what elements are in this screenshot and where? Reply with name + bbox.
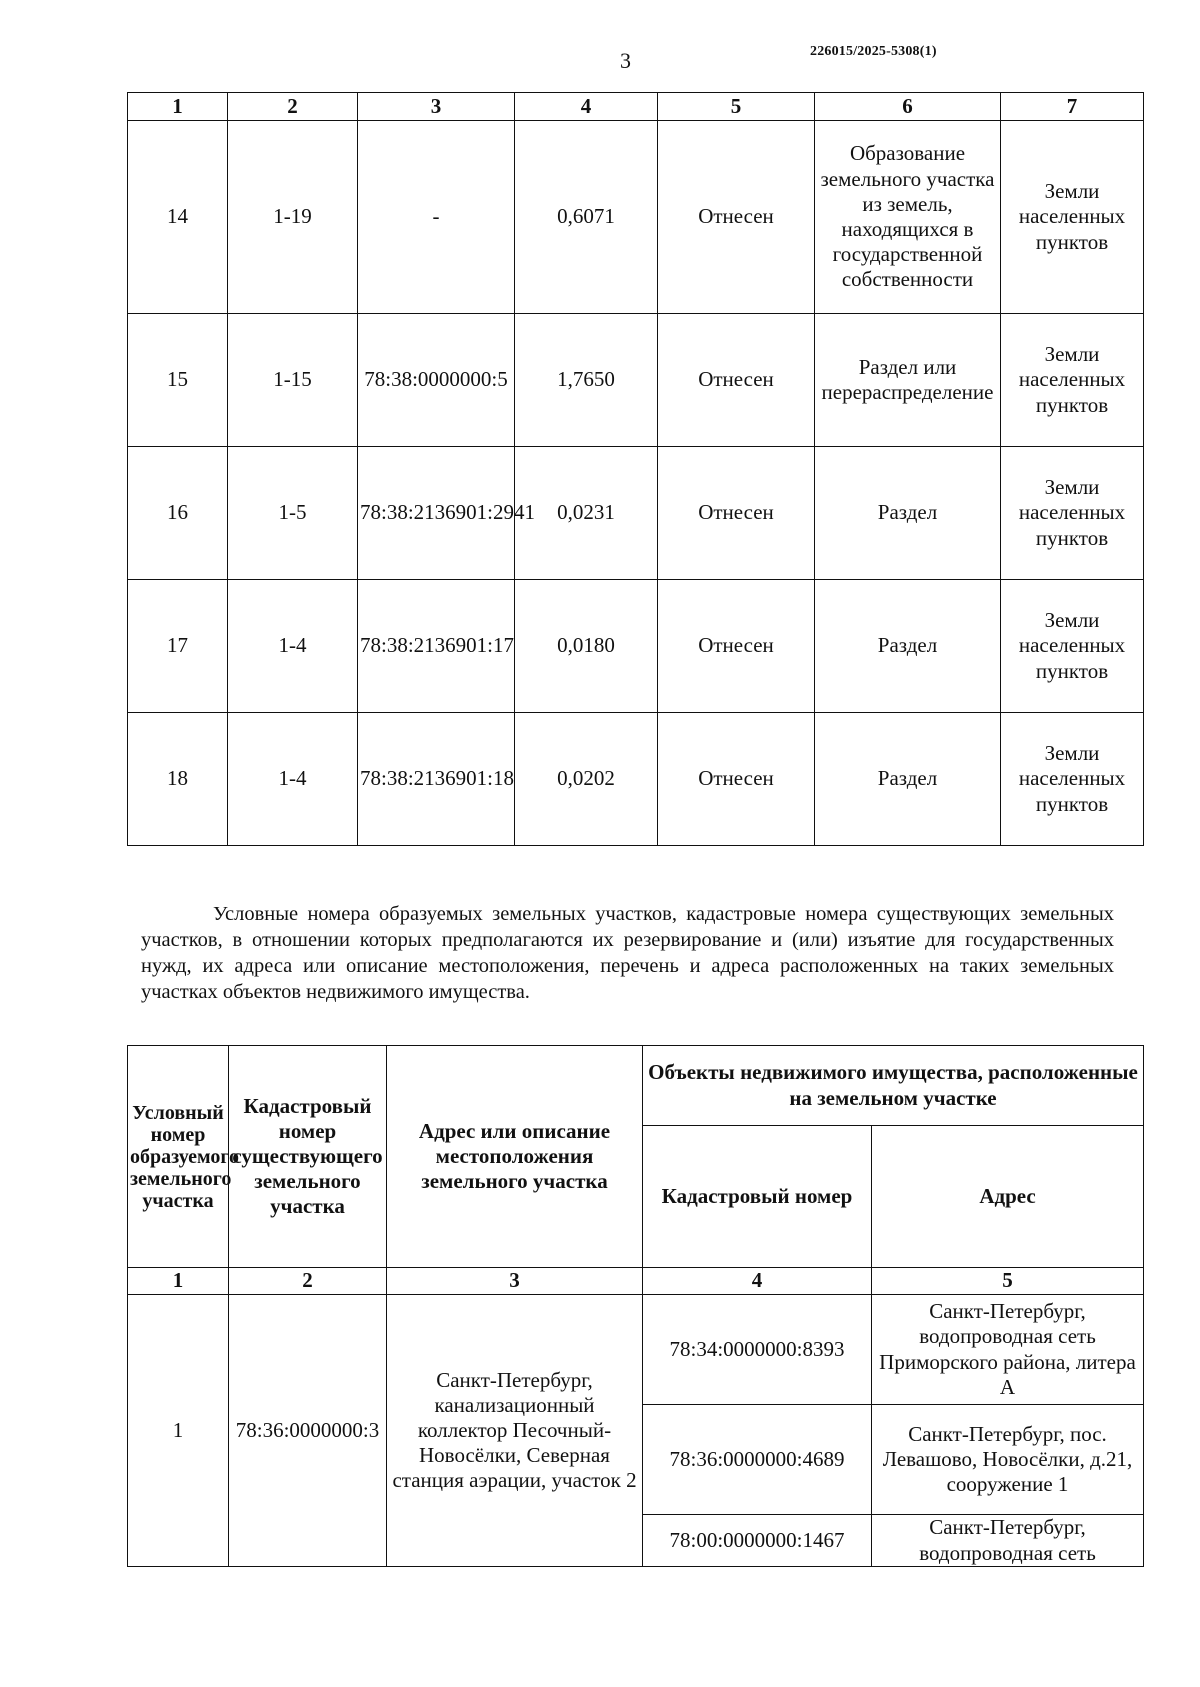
object-cadastral-cell: 78:34:0000000:8393 <box>643 1295 872 1405</box>
table-cell: 1-4 <box>228 580 358 713</box>
table-cell: 1-5 <box>228 447 358 580</box>
column-number: 3 <box>387 1268 643 1295</box>
document-id: 226015/2025-5308(1) <box>810 44 937 59</box>
table-header-row <box>128 1046 1144 1126</box>
table-header-row <box>128 93 1144 121</box>
table-cell: 1-4 <box>228 713 358 846</box>
table-cell: 17 <box>128 580 228 713</box>
table-cell: Земли населенных пунктов <box>1001 314 1144 447</box>
column-number: 2 <box>229 1268 387 1295</box>
object-cadastral-cell: 78:00:0000000:1467 <box>643 1515 872 1567</box>
table-cell: Отнесен <box>658 447 815 580</box>
reserved-plots-table <box>127 1045 1144 1567</box>
table-cell: 1-15 <box>228 314 358 447</box>
column-header: 1 <box>128 93 228 121</box>
table-cell: Раздел <box>815 447 1001 580</box>
parcel-address-cell: Санкт-Петербург, канализационный коллектор Песочный-Новосёлки, Северная станция аэрации, участок 2 <box>387 1295 643 1567</box>
column-header: 6 <box>815 93 1001 121</box>
column-header: Адрес или описание местоположения земельного участка <box>387 1046 643 1268</box>
object-address-cell: Санкт-Петербург, водопроводная сеть Приморского района, литера А <box>872 1295 1144 1405</box>
parcel-number-cell: 1 <box>128 1295 229 1567</box>
column-group-header: Объекты недвижимого имущества, расположенные на земельном участке <box>643 1046 1144 1126</box>
table-cell: 78:38:2136901:18 <box>358 713 515 846</box>
column-header: Условный номер образуемого земельного участка <box>128 1046 229 1268</box>
column-header: Адрес <box>872 1126 1144 1268</box>
table-cell: Раздел или перераспределение <box>815 314 1001 447</box>
table-cell: 78:38:2136901:17 <box>358 580 515 713</box>
table-cell: Отнесен <box>658 713 815 846</box>
table-cell: Раздел <box>815 713 1001 846</box>
table-row <box>128 447 1144 580</box>
table-cell: Земли населенных пунктов <box>1001 713 1144 846</box>
table-cell: Земли населенных пунктов <box>1001 121 1144 314</box>
table-cell: 0,0202 <box>515 713 658 846</box>
table-cell: Отнесен <box>658 314 815 447</box>
object-address-cell: Санкт-Петербург, водопроводная сеть <box>872 1515 1144 1567</box>
land-plots-table <box>127 92 1144 846</box>
table-row <box>128 580 1144 713</box>
table-cell: 18 <box>128 713 228 846</box>
column-header: 3 <box>358 93 515 121</box>
table-cell: Отнесен <box>658 121 815 314</box>
column-header: 5 <box>658 93 815 121</box>
column-header: 2 <box>228 93 358 121</box>
object-address-cell: Санкт-Петербург, пос. Левашово, Новосёлки, д.21, сооружение 1 <box>872 1405 1144 1515</box>
column-number: 4 <box>643 1268 872 1295</box>
table-cell: - <box>358 121 515 314</box>
column-header: Кадастровый номер <box>643 1126 872 1268</box>
table-cell: 1,7650 <box>515 314 658 447</box>
table-row <box>128 121 1144 314</box>
table-cell: Образование земельного участка из земель, находящихся в государственной собственности <box>815 121 1001 314</box>
table-cell: Отнесен <box>658 580 815 713</box>
table-row <box>128 713 1144 846</box>
object-cadastral-cell: 78:36:0000000:4689 <box>643 1405 872 1515</box>
table-number-row <box>128 1268 1144 1295</box>
table-cell: Земли населенных пунктов <box>1001 580 1144 713</box>
body-paragraph: Условные номера образуемых земельных участков, кадастровые номера существующих земельных участков, в отношении которых предполагаются их резервирование и (или) изъятие для государственных нужд, их адреса или описание местоположения, перечень и адреса расположенных на таких земельных участках объектов недвижимого имущества. <box>141 902 1114 1003</box>
table-cell: 1-19 <box>228 121 358 314</box>
table-cell: 0,6071 <box>515 121 658 314</box>
table-cell: 14 <box>128 121 228 314</box>
parcel-cadastral-cell: 78:36:0000000:3 <box>229 1295 387 1567</box>
table-cell: 0,0180 <box>515 580 658 713</box>
table-cell: Раздел <box>815 580 1001 713</box>
table-cell: 78:38:2136901:2941 <box>358 447 515 580</box>
table-cell: 0,0231 <box>515 447 658 580</box>
column-header: Кадастровый номер существующего земельного участка <box>229 1046 387 1268</box>
table-cell: 78:38:0000000:5 <box>358 314 515 447</box>
page-number: 3 <box>620 48 631 73</box>
column-number: 1 <box>128 1268 229 1295</box>
table-cell: Земли населенных пунктов <box>1001 447 1144 580</box>
table-cell: 15 <box>128 314 228 447</box>
table-row <box>128 1295 1144 1405</box>
table-cell: 16 <box>128 447 228 580</box>
column-header: 4 <box>515 93 658 121</box>
table-row <box>128 314 1144 447</box>
column-number: 5 <box>872 1268 1144 1295</box>
column-header: 7 <box>1001 93 1144 121</box>
